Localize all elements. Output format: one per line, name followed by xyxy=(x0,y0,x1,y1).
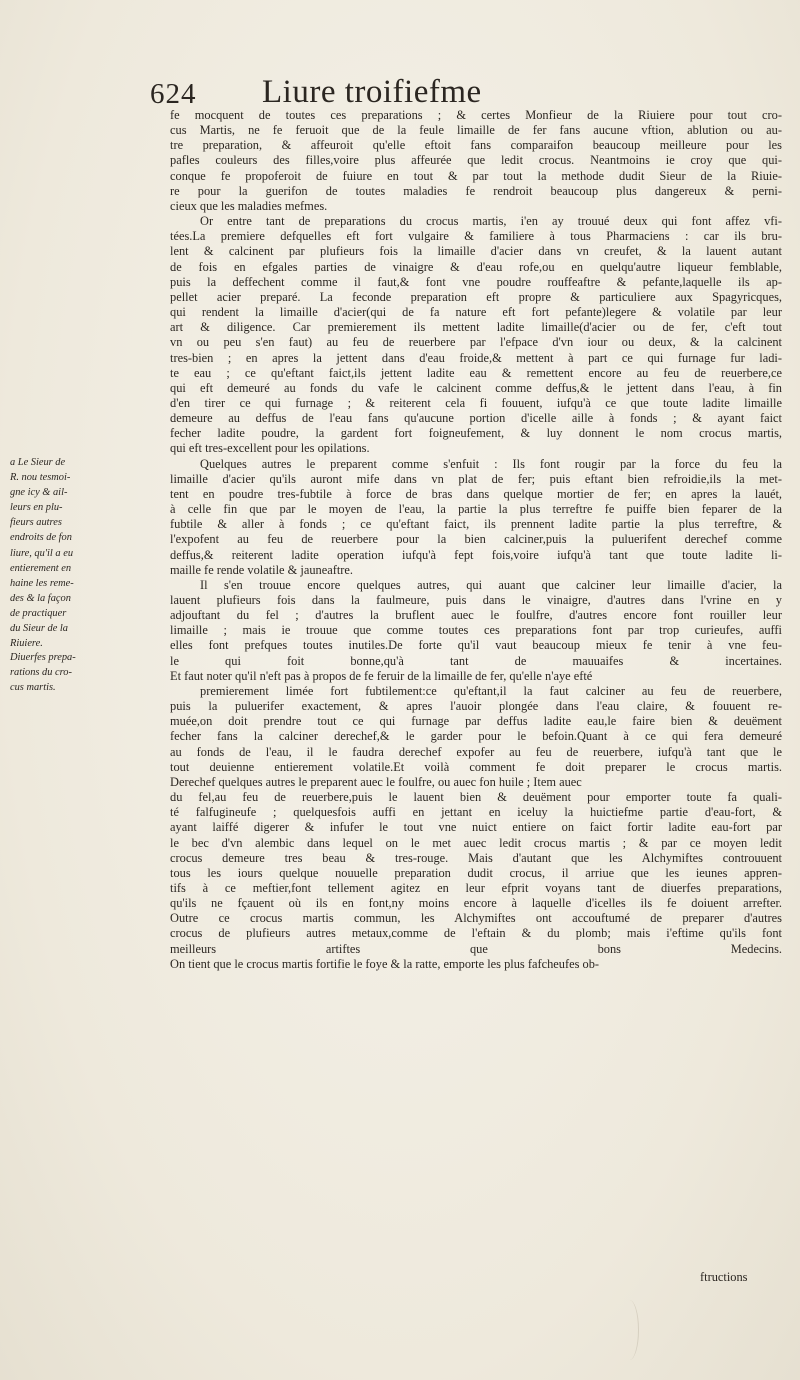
text-line: demeure au deffus de l'eau fans qu'aucune portion d'icelle aille à fonds ; & ayant faict xyxy=(170,411,782,426)
text-line: premierement limée fort fubtilement:ce qu'eftant,il la faut calciner au feu de reuerbere, xyxy=(200,683,782,698)
text-line: muée,on doit prendre tout ce qui furnage par deffus ladite eau,le faire bien & deuëment xyxy=(170,714,782,729)
text-line: „ té falfugineufe ; quelquesfois auffi en jettant en iceluy la huictiefme partie d'eau-fort, & xyxy=(170,805,782,820)
catchword: ftructions xyxy=(700,1270,748,1284)
text-line: Il s'en trouue encore quelques autres, qui auant que calciner leur limaille d'acier, la xyxy=(200,577,782,592)
text-line: fecher ladite poudre, la gardent fort foigneufement, & luy donnent le nom crocus martis, xyxy=(170,426,782,441)
text-line: cus Martis, ne fe feruoit que de la feule limaille de fer fans aucune vftion, ablution ou au- xyxy=(170,123,782,138)
text-line: „ meilleurs artiftes que bons Medecins. xyxy=(170,942,782,957)
text-line: de fois en efgales parties de vinaigre & d'eau rofe,ou en quelqu'autre liqueur femblable, xyxy=(170,259,782,274)
running-title: Liure troifiefme xyxy=(262,74,482,110)
margin-note-preparations: Diuerfes prepa- rations du cro- cus martis. xyxy=(10,652,76,694)
text-line: limaille ; mais ie trouue que comme toutes ces preparations font par trop curieufes, auffi xyxy=(170,623,782,638)
text-line: puis la puluerifer exactement, & apres l'auoir plongée dans l'eau claire, & fouuent re- xyxy=(170,699,782,714)
text-line: „ ayant laiffé digerer & infufer le tout vne nuict entiere on faict fortir ladite eau-fort par xyxy=(170,820,782,835)
paper-stain xyxy=(620,1300,639,1360)
text-line: tout deuienne entierement volatile.Et voilà comment fe doit preparer le crocus martis. xyxy=(170,759,782,774)
text-line: „ crocus de plufieurs autres metaux,comme de l'eftain & du plomb; mais i'eftime qu'ils font xyxy=(170,926,782,941)
text-line: d'en tirer ce qui furnage ; & reiterent cela fi fouuent, iufqu'à ce que toute ladite limaille xyxy=(170,395,782,410)
page-number: 624 xyxy=(150,78,197,110)
text-line: „ crocus demeure tres beau & tres-rouge. Mais d'autant que les Alchymiftes controuuent xyxy=(170,851,782,866)
text-line: tre preparation, & affeuroit qu'elle eftoit fans comparaifon beaucoup meilleure pour les xyxy=(170,138,782,153)
text-line: elles font prefques toutes inutiles.De forte qu'il vaut beaucoup mieux fe tenir à vne feu- xyxy=(170,638,782,653)
text-line: tres-bien ; en apres la jettent dans d'eau froide,& mettent à part ce qui furnage fur ladi- xyxy=(170,350,782,365)
text-line: „ Outre ce crocus martis commun, les Alchymiftes ont accouftumé de preparer d'autres xyxy=(170,911,782,926)
text-line: conque fe propoferoit de fuiure en tout & par tout la methode dudit Sieur de la Riuie- xyxy=(170,168,782,183)
text-line: „ tifs à ce meftier,font tellement agitez en leur efprit voyans tant de diuerfes preparations, xyxy=(170,881,782,896)
text-line: au fonds de l'eau, il le faudra derechef expofer au feu de reuerbere, iufqu'à tant que le xyxy=(170,744,782,759)
text-line: à celle fin que par le moyen de l'eau, la partie la plus terreftre fe puiffe bien feparer de la xyxy=(170,502,782,517)
text-line: qui eft tres-excellent pour les opilations. xyxy=(170,441,370,456)
text-line: lent & calcinent par plufieurs fois la limaille d'acier dans vn creufet, & la lauent autant xyxy=(170,244,782,259)
text-line: maille fe rende volatile & jauneaftre. xyxy=(170,562,354,577)
text-line: fubtile & aller à fonds ; ce qu'eftant faict, ils prennent ladite partie la plus terreftre, & xyxy=(170,517,782,532)
text-line: cieux que les maladies mefmes. xyxy=(170,198,328,213)
text-line: Or entre tant de preparations du crocus martis, i'en ay trouué deux qui font affez vfi- xyxy=(200,214,782,229)
text-line: qui rendent la limaille d'acier(qui de fa nature eft fort pefante)legere & volatile par leur xyxy=(170,305,782,320)
text-line: „ du fel,au feu de reuerbere,puis le lauent bien & deuëment pour emporter toute fa quali- xyxy=(170,790,782,805)
text-line: le qui foit bonne,qu'à tant de mauuaifes & incertaines. xyxy=(170,653,782,668)
text-line: tent en poudre tres-fubtile à force de bras dans quelque mortier de fer; en apres la lauét, xyxy=(170,486,782,501)
text-line: puis la deffechent comme il faut,& font vne poudre rouffeaftre & pefante,laquelle ils ap- xyxy=(170,274,782,289)
text-line: „ qu'ils ne fçauent où ils en font,ny moins encore à laquelle d'icelles ils fe doiuent arrefter. xyxy=(170,896,782,911)
body-text xyxy=(170,108,782,972)
margin-note-riviere: a Le Sieur de R. nou tesmoi- gne icy & ail- leurs en plu- fieurs autres endroits de fon liure, qu'il a eu entierement en haine les reme- des & la façon de practiquer du Sieur de la Riuiere. xyxy=(10,457,74,650)
text-line: l'expofent au feu de reuerbere pour la bien calciner,puis la puluerifent derechef comme xyxy=(170,532,782,547)
text-line: „ tous les iours quelque nouuelle preparation dudit crocus, il arriue que les ieunes appren- xyxy=(170,866,782,881)
text-line: pellet acier preparé. La feconde preparation eft propre & particuliere aux Spagyricques, xyxy=(170,289,782,304)
text-line: Derechef quelques autres le preparent auec le foulfre, ou auec fon huile ; Item auec xyxy=(170,774,582,789)
text-line: „ le bec d'vn alembic dans lequel on le met auec ledit crocus martis ; & par ce moyen ledit xyxy=(170,836,782,851)
text-line: lauent plufieurs fois dans la faulmeure, puis dans le vinaigre, d'autres dans l'vrine en y xyxy=(170,593,782,607)
text-line: re pour la guerifon de toutes maladies fe rendroit beaucoup plus dangereux & perni- xyxy=(170,183,782,198)
text-line: vn ou peu s'en faut) au feu de reuerbere par l'efpace d'vn iour ou deux, & la calcinent xyxy=(170,335,782,350)
text-line: art & diligence. Car premierement ils mettent ladite limaille(d'acier ou de fer, c'eft tout xyxy=(170,320,782,335)
text-line: Et faut noter qu'il n'eft pas à propos de fe feruir de la limaille de fer, qu'elle n'aye efté xyxy=(170,668,593,683)
text-line: „ On tient que le crocus martis fortifie le foye & la ratte, emporte les plus fafcheufes ob- xyxy=(170,957,782,972)
text-line: fe mocquent de toutes ces preparations ; & certes Monfieur de la Riuiere pour tout cro- xyxy=(170,108,782,122)
text-line: te eau ; ce qu'eftant faict,ils jettent ladite eau & remettent encore au feu de reuerbere,ce xyxy=(170,365,782,380)
text-line: tées.La premiere defquelles eft fort vulgaire & familiere à tous Pharmaciens : car ils bru- xyxy=(170,229,782,244)
text-line: Quelques autres le preparent comme s'enfuit : Ils font rougir par la force du feu la xyxy=(200,456,782,471)
text-line: qui eft demeuré au fonds du vafe le calcinent comme deffus,& le jettent dans l'eau, à fin xyxy=(170,380,782,395)
text-line: deffus,& reiterent ladite operation iufqu'à fept fois,voire iufqu'à tant que toute ladite li- xyxy=(170,547,782,562)
text-line: pafles couleurs des filles,voire plus affeurée que ledit crocus. Neantmoins ie croy que qui- xyxy=(170,153,782,168)
text-line: limaille d'acier qu'ils auront mife dans vn plat de fer; puis eftant bien refroidie,ils la met- xyxy=(170,471,782,486)
text-line: adjouftant du fel ; d'autres la bruflent auec le foulfre, d'autres encore font rouiller leur xyxy=(170,608,782,623)
text-line: fecher fans la calciner derechef,& le garder pour le befoin.Quant à ce qui fera demeuré xyxy=(170,729,782,744)
